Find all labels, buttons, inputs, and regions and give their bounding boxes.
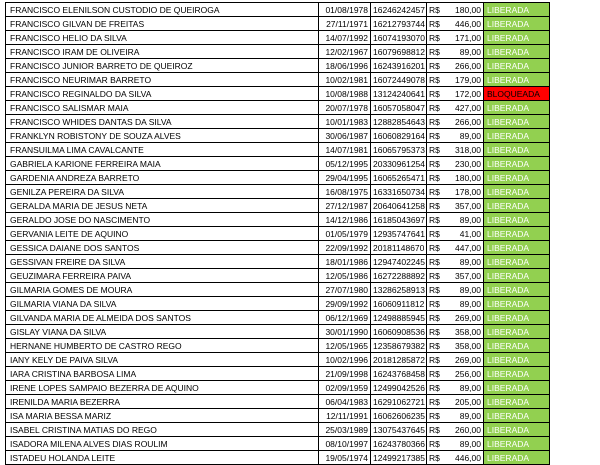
status-cell: LIBERADA <box>484 297 550 311</box>
empty-cell <box>550 185 596 199</box>
amount-cell: 89,00 <box>440 283 484 297</box>
amount-cell: 89,00 <box>440 437 484 451</box>
status-cell: LIBERADA <box>484 339 550 353</box>
name-cell: FRANCISCO JUNIOR BARRETO DE QUEIROZ <box>6 59 319 73</box>
table-row <box>6 451 596 465</box>
table-row <box>6 59 596 73</box>
name-cell: GABRIELA KARIONE FERREIRA MAIA <box>6 157 319 171</box>
currency-cell: R$ <box>427 101 440 115</box>
status-cell: LIBERADA <box>484 157 550 171</box>
name-cell: GENILZA PEREIRA DA SILVA <box>6 185 319 199</box>
empty-cell <box>550 269 596 283</box>
table-row <box>6 129 596 143</box>
birth-date-cell: 29/09/1992 <box>319 297 371 311</box>
birth-date-cell: 14/07/1992 <box>319 31 371 45</box>
table-row <box>6 311 596 325</box>
id-number-cell: 16243780366 <box>371 437 427 451</box>
birth-date-cell: 12/05/1986 <box>319 269 371 283</box>
id-number-cell: 16331650734 <box>371 185 427 199</box>
spreadsheet <box>5 2 595 463</box>
name-cell: IANY KELY DE PAIVA SILVA <box>6 353 319 367</box>
id-number-cell: 16060829164 <box>371 129 427 143</box>
name-cell: GARDENIA ANDREZA BARRETO <box>6 171 319 185</box>
empty-cell <box>550 311 596 325</box>
amount-cell: 89,00 <box>440 45 484 59</box>
currency-cell: R$ <box>427 213 440 227</box>
beneficiary-table <box>5 2 596 465</box>
name-cell: FRANCISCO ELENILSON CUSTODIO DE QUEIROGA <box>6 3 319 17</box>
status-cell: LIBERADA <box>484 31 550 45</box>
table-row <box>6 31 596 45</box>
empty-cell <box>550 325 596 339</box>
status-cell: LIBERADA <box>484 3 550 17</box>
currency-cell: R$ <box>427 353 440 367</box>
amount-cell: 447,00 <box>440 241 484 255</box>
table-row <box>6 87 596 101</box>
amount-cell: 446,00 <box>440 17 484 31</box>
birth-date-cell: 12/02/1967 <box>319 45 371 59</box>
birth-date-cell: 27/12/1987 <box>319 199 371 213</box>
birth-date-cell: 06/12/1969 <box>319 311 371 325</box>
currency-cell: R$ <box>427 367 440 381</box>
empty-cell <box>550 353 596 367</box>
status-cell: LIBERADA <box>484 255 550 269</box>
name-cell: IRENE LOPES SAMPAIO BEZERRA DE AQUINO <box>6 381 319 395</box>
currency-cell: R$ <box>427 59 440 73</box>
name-cell: GESSIVAN FREIRE DA SILVA <box>6 255 319 269</box>
amount-cell: 89,00 <box>440 409 484 423</box>
empty-cell <box>550 3 596 17</box>
empty-cell <box>550 255 596 269</box>
status-cell: LIBERADA <box>484 269 550 283</box>
birth-date-cell: 01/05/1979 <box>319 227 371 241</box>
birth-date-cell: 06/04/1983 <box>319 395 371 409</box>
currency-cell: R$ <box>427 17 440 31</box>
amount-cell: 89,00 <box>440 381 484 395</box>
status-cell: LIBERADA <box>484 101 550 115</box>
birth-date-cell: 12/05/1965 <box>319 339 371 353</box>
table-row <box>6 437 596 451</box>
table-row <box>6 157 596 171</box>
status-cell: LIBERADA <box>484 423 550 437</box>
name-cell: ISA MARIA BESSA MARIZ <box>6 409 319 423</box>
status-cell: LIBERADA <box>484 409 550 423</box>
birth-date-cell: 02/09/1959 <box>319 381 371 395</box>
currency-cell: R$ <box>427 129 440 143</box>
amount-cell: 357,00 <box>440 269 484 283</box>
id-number-cell: 16060911812 <box>371 297 427 311</box>
birth-date-cell: 18/01/1986 <box>319 255 371 269</box>
empty-cell <box>550 31 596 45</box>
empty-cell <box>550 115 596 129</box>
status-cell: LIBERADA <box>484 241 550 255</box>
amount-cell: 89,00 <box>440 213 484 227</box>
name-cell: GEUZIMARA FERREIRA PAIVA <box>6 269 319 283</box>
name-cell: GERALDO JOSE DO NASCIMENTO <box>6 213 319 227</box>
currency-cell: R$ <box>427 199 440 213</box>
currency-cell: R$ <box>427 423 440 437</box>
empty-cell <box>550 227 596 241</box>
status-cell: LIBERADA <box>484 353 550 367</box>
table-row <box>6 199 596 213</box>
birth-date-cell: 27/11/1971 <box>319 17 371 31</box>
birth-date-cell: 14/12/1986 <box>319 213 371 227</box>
status-cell: LIBERADA <box>484 59 550 73</box>
id-number-cell: 12499217385 <box>371 451 427 465</box>
id-number-cell: 20181148670 <box>371 241 427 255</box>
birth-date-cell: 05/12/1995 <box>319 157 371 171</box>
empty-cell <box>550 199 596 213</box>
id-number-cell: 16079698812 <box>371 45 427 59</box>
status-cell: LIBERADA <box>484 115 550 129</box>
table-row <box>6 3 596 17</box>
table-row <box>6 283 596 297</box>
status-cell: LIBERADA <box>484 395 550 409</box>
name-cell: HERNANE HUMBERTO DE CASTRO REGO <box>6 339 319 353</box>
currency-cell: R$ <box>427 157 440 171</box>
id-number-cell: 16065265471 <box>371 171 427 185</box>
name-cell: FRANCISCO IRAM DE OLIVEIRA <box>6 45 319 59</box>
id-number-cell: 16246242457 <box>371 3 427 17</box>
name-cell: GERALDA MARIA DE JESUS NETA <box>6 199 319 213</box>
id-number-cell: 13075437645 <box>371 423 427 437</box>
status-cell: LIBERADA <box>484 213 550 227</box>
table-row <box>6 115 596 129</box>
birth-date-cell: 25/03/1989 <box>319 423 371 437</box>
empty-cell <box>550 213 596 227</box>
status-cell: LIBERADA <box>484 73 550 87</box>
table-row <box>6 73 596 87</box>
empty-cell <box>550 129 596 143</box>
id-number-cell: 12499042526 <box>371 381 427 395</box>
status-cell: LIBERADA <box>484 325 550 339</box>
empty-cell <box>550 395 596 409</box>
table-body <box>6 3 596 465</box>
status-cell: LIBERADA <box>484 283 550 297</box>
table-row <box>6 395 596 409</box>
name-cell: ISTADEU HOLANDA LEITE <box>6 451 319 465</box>
status-cell: LIBERADA <box>484 171 550 185</box>
name-cell: GISLAY VIANA DA SILVA <box>6 325 319 339</box>
status-cell: LIBERADA <box>484 185 550 199</box>
currency-cell: R$ <box>427 45 440 59</box>
name-cell: FRANCISCO NEURIMAR BARRETO <box>6 73 319 87</box>
id-number-cell: 16065795373 <box>371 143 427 157</box>
currency-cell: R$ <box>427 339 440 353</box>
currency-cell: R$ <box>427 115 440 129</box>
status-cell: BLOQUEADA <box>484 87 550 101</box>
birth-date-cell: 27/07/1980 <box>319 283 371 297</box>
table-row <box>6 101 596 115</box>
empty-cell <box>550 451 596 465</box>
status-cell: LIBERADA <box>484 45 550 59</box>
currency-cell: R$ <box>427 171 440 185</box>
table-row <box>6 185 596 199</box>
birth-date-cell: 10/02/1996 <box>319 353 371 367</box>
currency-cell: R$ <box>427 255 440 269</box>
id-number-cell: 16060908536 <box>371 325 427 339</box>
currency-cell: R$ <box>427 73 440 87</box>
birth-date-cell: 01/08/1978 <box>319 3 371 17</box>
currency-cell: R$ <box>427 185 440 199</box>
empty-cell <box>550 297 596 311</box>
table-row <box>6 339 596 353</box>
id-number-cell: 16074193070 <box>371 31 427 45</box>
amount-cell: 89,00 <box>440 255 484 269</box>
empty-cell <box>550 87 596 101</box>
currency-cell: R$ <box>427 87 440 101</box>
amount-cell: 180,00 <box>440 171 484 185</box>
id-number-cell: 12935747641 <box>371 227 427 241</box>
currency-cell: R$ <box>427 409 440 423</box>
name-cell: GILMARIA GOMES DE MOURA <box>6 283 319 297</box>
currency-cell: R$ <box>427 381 440 395</box>
amount-cell: 266,00 <box>440 59 484 73</box>
id-number-cell: 16185043697 <box>371 213 427 227</box>
amount-cell: 357,00 <box>440 199 484 213</box>
empty-cell <box>550 381 596 395</box>
birth-date-cell: 19/05/1974 <box>319 451 371 465</box>
amount-cell: 427,00 <box>440 101 484 115</box>
status-cell: LIBERADA <box>484 437 550 451</box>
empty-cell <box>550 437 596 451</box>
table-row <box>6 171 596 185</box>
name-cell: GILVANDA MARIA DE ALMEIDA DOS SANTOS <box>6 311 319 325</box>
birth-date-cell: 08/10/1997 <box>319 437 371 451</box>
name-cell: FRANCISCO REGINALDO DA SILVA <box>6 87 319 101</box>
birth-date-cell: 18/06/1996 <box>319 59 371 73</box>
birth-date-cell: 12/11/1991 <box>319 409 371 423</box>
currency-cell: R$ <box>427 325 440 339</box>
amount-cell: 41,00 <box>440 227 484 241</box>
id-number-cell: 12358679382 <box>371 339 427 353</box>
name-cell: FRANCISCO SALISMAR MAIA <box>6 101 319 115</box>
id-number-cell: 20181285872 <box>371 353 427 367</box>
amount-cell: 358,00 <box>440 325 484 339</box>
empty-cell <box>550 423 596 437</box>
currency-cell: R$ <box>427 3 440 17</box>
birth-date-cell: 10/08/1988 <box>319 87 371 101</box>
empty-cell <box>550 101 596 115</box>
name-cell: GESSICA DAIANE DOS SANTOS <box>6 241 319 255</box>
name-cell: FRANSUILMA LIMA CAVALCANTE <box>6 143 319 157</box>
table-row <box>6 353 596 367</box>
birth-date-cell: 30/01/1990 <box>319 325 371 339</box>
table-row <box>6 45 596 59</box>
amount-cell: 446,00 <box>440 451 484 465</box>
table-row <box>6 409 596 423</box>
currency-cell: R$ <box>427 311 440 325</box>
empty-cell <box>550 241 596 255</box>
amount-cell: 89,00 <box>440 129 484 143</box>
table-row <box>6 241 596 255</box>
id-number-cell: 16291062721 <box>371 395 427 409</box>
amount-cell: 180,00 <box>440 3 484 17</box>
table-row <box>6 17 596 31</box>
birth-date-cell: 20/07/1978 <box>319 101 371 115</box>
id-number-cell: 12498885945 <box>371 311 427 325</box>
status-cell: LIBERADA <box>484 381 550 395</box>
id-number-cell: 16072449078 <box>371 73 427 87</box>
status-cell: LIBERADA <box>484 227 550 241</box>
status-cell: LIBERADA <box>484 451 550 465</box>
status-cell: LIBERADA <box>484 17 550 31</box>
amount-cell: 266,00 <box>440 115 484 129</box>
birth-date-cell: 30/06/1987 <box>319 129 371 143</box>
table-row <box>6 381 596 395</box>
amount-cell: 269,00 <box>440 311 484 325</box>
amount-cell: 172,00 <box>440 87 484 101</box>
status-cell: LIBERADA <box>484 199 550 213</box>
name-cell: GILMARIA VIANA DA SILVA <box>6 297 319 311</box>
id-number-cell: 16272288892 <box>371 269 427 283</box>
name-cell: FRANCISCO GILVAN DE FREITAS <box>6 17 319 31</box>
birth-date-cell: 10/01/1983 <box>319 115 371 129</box>
id-number-cell: 16243916201 <box>371 59 427 73</box>
birth-date-cell: 22/09/1992 <box>319 241 371 255</box>
status-cell: LIBERADA <box>484 367 550 381</box>
amount-cell: 171,00 <box>440 31 484 45</box>
table-row <box>6 255 596 269</box>
name-cell: GERVANIA LEITE DE AQUINO <box>6 227 319 241</box>
empty-cell <box>550 157 596 171</box>
amount-cell: 205,00 <box>440 395 484 409</box>
empty-cell <box>550 17 596 31</box>
status-cell: LIBERADA <box>484 143 550 157</box>
amount-cell: 318,00 <box>440 143 484 157</box>
birth-date-cell: 16/08/1975 <box>319 185 371 199</box>
currency-cell: R$ <box>427 283 440 297</box>
amount-cell: 260,00 <box>440 423 484 437</box>
amount-cell: 230,00 <box>440 157 484 171</box>
currency-cell: R$ <box>427 241 440 255</box>
name-cell: ISADORA MILENA ALVES DIAS ROULIM <box>6 437 319 451</box>
id-number-cell: 16057058047 <box>371 101 427 115</box>
amount-cell: 179,00 <box>440 73 484 87</box>
empty-cell <box>550 283 596 297</box>
id-number-cell: 13124240641 <box>371 87 427 101</box>
empty-cell <box>550 367 596 381</box>
name-cell: ISABEL CRISTINA MATIAS DO REGO <box>6 423 319 437</box>
empty-cell <box>550 59 596 73</box>
birth-date-cell: 10/02/1981 <box>319 73 371 87</box>
empty-cell <box>550 171 596 185</box>
empty-cell <box>550 409 596 423</box>
status-cell: LIBERADA <box>484 311 550 325</box>
currency-cell: R$ <box>427 437 440 451</box>
empty-cell <box>550 143 596 157</box>
id-number-cell: 16062606235 <box>371 409 427 423</box>
birth-date-cell: 29/04/1995 <box>319 171 371 185</box>
currency-cell: R$ <box>427 395 440 409</box>
name-cell: IARA CRISTINA BARBOSA LIMA <box>6 367 319 381</box>
currency-cell: R$ <box>427 143 440 157</box>
empty-cell <box>550 45 596 59</box>
empty-cell <box>550 73 596 87</box>
name-cell: IRENILDA MARIA BEZERRA <box>6 395 319 409</box>
amount-cell: 256,00 <box>440 367 484 381</box>
id-number-cell: 16243768458 <box>371 367 427 381</box>
amount-cell: 269,00 <box>440 353 484 367</box>
amount-cell: 178,00 <box>440 185 484 199</box>
id-number-cell: 12947402245 <box>371 255 427 269</box>
table-row <box>6 143 596 157</box>
table-row <box>6 423 596 437</box>
name-cell: FRANKLYN ROBISTONY DE SOUZA ALVES <box>6 129 319 143</box>
birth-date-cell: 21/09/1998 <box>319 367 371 381</box>
currency-cell: R$ <box>427 451 440 465</box>
id-number-cell: 20640641258 <box>371 199 427 213</box>
amount-cell: 358,00 <box>440 339 484 353</box>
currency-cell: R$ <box>427 227 440 241</box>
id-number-cell: 12882854643 <box>371 115 427 129</box>
id-number-cell: 16212793744 <box>371 17 427 31</box>
status-cell: LIBERADA <box>484 129 550 143</box>
table-row <box>6 269 596 283</box>
id-number-cell: 13286258913 <box>371 283 427 297</box>
id-number-cell: 20330961254 <box>371 157 427 171</box>
currency-cell: R$ <box>427 297 440 311</box>
table-row <box>6 213 596 227</box>
table-row <box>6 325 596 339</box>
currency-cell: R$ <box>427 31 440 45</box>
amount-cell: 89,00 <box>440 297 484 311</box>
empty-cell <box>550 339 596 353</box>
name-cell: FRANCISCO HELIO DA SILVA <box>6 31 319 45</box>
currency-cell: R$ <box>427 269 440 283</box>
table-row <box>6 367 596 381</box>
table-row <box>6 297 596 311</box>
birth-date-cell: 14/07/1981 <box>319 143 371 157</box>
name-cell: FRANCISCO WHIDES DANTAS DA SILVA <box>6 115 319 129</box>
table-row <box>6 227 596 241</box>
